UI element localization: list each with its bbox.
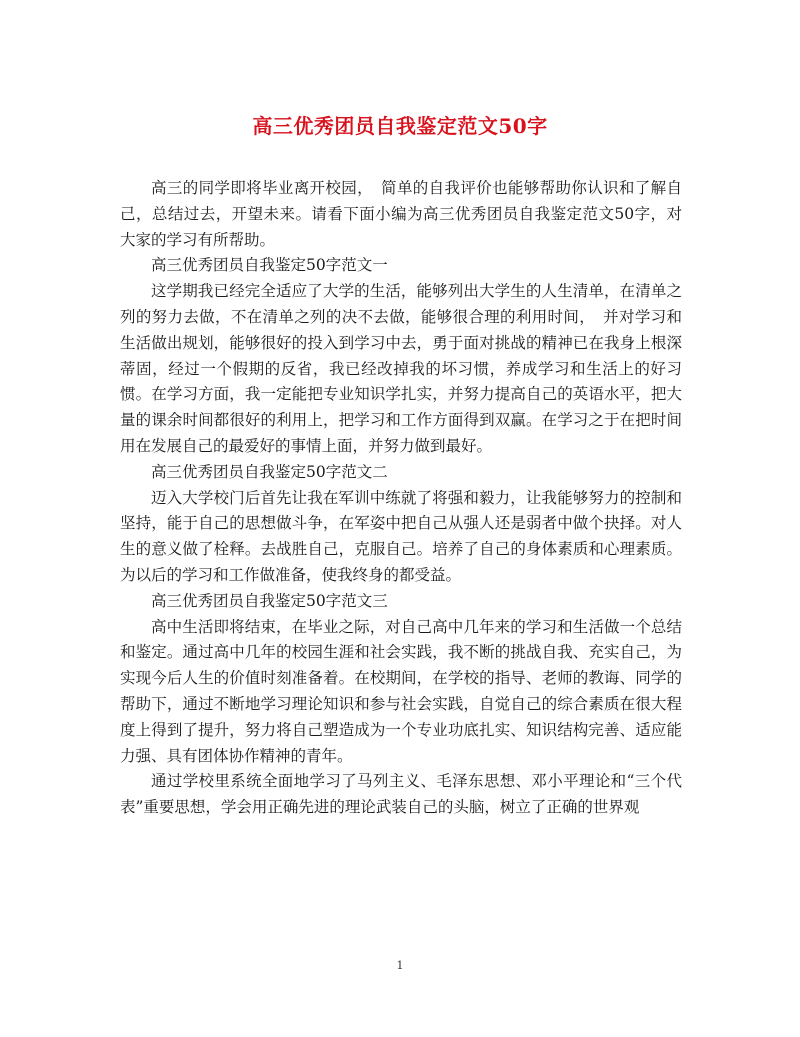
- section-heading-1: 高三优秀团员自我鉴定50字范文一: [151, 256, 388, 275]
- section-heading-3: 高三优秀团员自我鉴定50字范文三: [151, 591, 388, 610]
- intro-paragraph: 高三的同学即将毕业离开校园， 简单的自我评价也能够帮助你认识和了解自己，总结过去，开望未来。请看下面小编为高三优秀团员自我鉴定范文50字，对大家的学习有所帮助。: [120, 179, 682, 249]
- section-2-paragraph: 迈入大学校门后首先让我在军训中练就了将强和毅力，让我能够努力的控制和坚持，能于自己的思想做斗争，在军姿中把自己从强人还是弱者中做个抉择。对人生的意义做了栓释。去战胜自己，克服自己。培养了自己的身体素质和心理素质。为以后的学习和工作做准备，使我终身的都受益。: [120, 488, 682, 584]
- document-title: 高三优秀团员自我鉴定范文50字: [252, 114, 548, 138]
- section-3-paragraph-2: 通过学校里系统全面地学习了马列主义、毛泽东思想、邓小平理论和“三个代表”重要思想，学会用正确先进的理论武装自己的头脑，树立了正确的世界观: [120, 772, 682, 817]
- section-heading-2: 高三优秀团员自我鉴定50字范文二: [151, 462, 388, 481]
- section-1-paragraph: 这学期我已经完全适应了大学的生活，能够列出大学生的人生清单，在清单之列的努力去做，不在清单之列的决不去做，能够很合理的利用时间， 并对学习和生活做出规划，能够很好的投入到学习中去，勇于面对挑战的精神已在我身上根深蒂固，经过一个假期的反省，我已经改掉我的坏习惯，养成学习和生活上的好习惯。在学习方面，我一定能把专业知识学扎实，并努力提高自己的英语水平，把大量的课余时间都很好的利用上，把学习和工作方面得到双赢。在学习之于在把时间用在发展自己的最爱好的事情上面，并努力做到最好。: [120, 282, 682, 455]
- section-3-paragraph-1: 高中生活即将结束，在毕业之际，对自己高中几年来的学习和生活做一个总结和鉴定。通过高中几年的校园生涯和社会实践，我不断的挑战自我、充实自己，为实现今后人生的价值时刻准备着。在校期间，在学校的指导、老师的教诲、同学的帮助下，通过不断地学习理论知识和参与社会实践，自觉自己的综合素质在很大程度上得到了提升，努力将自己塑造成为一个专业功底扎实、知识结构完善、适应能力强、具有团体协作精神的青年。: [120, 617, 682, 765]
- document-body: [120, 176, 682, 821]
- page-number: 1: [396, 959, 404, 972]
